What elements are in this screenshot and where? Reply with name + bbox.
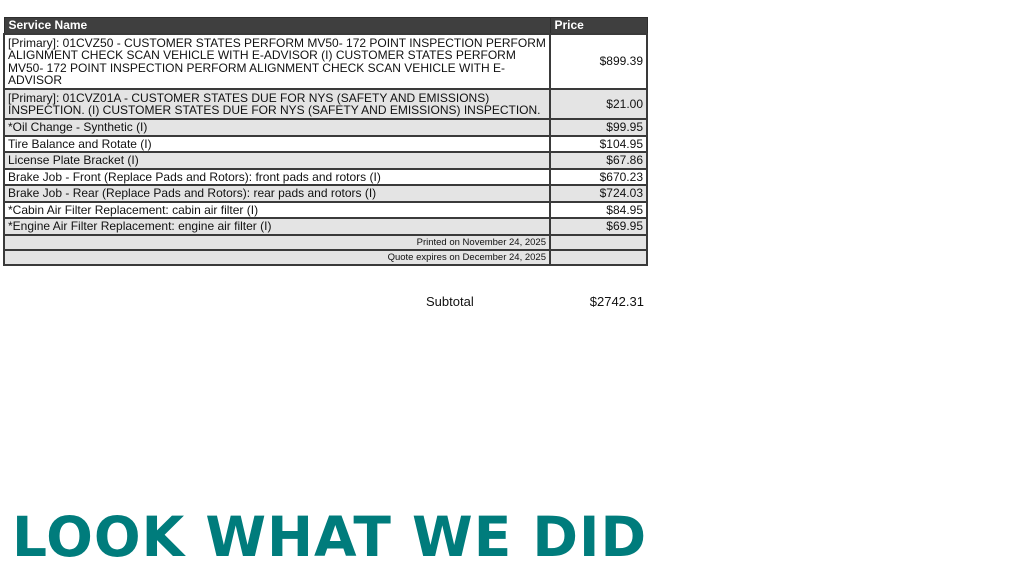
quote-expires-text: Quote expires on December 24, 2025 — [4, 250, 550, 265]
table-row — [4, 34, 647, 89]
service-name-cell: Brake Job - Front (Replace Pads and Rotors): front pads and rotors (I) — [4, 169, 550, 186]
service-name-cell: *Engine Air Filter Replacement: engine air filter (I) — [4, 218, 550, 235]
service-quote-table — [3, 17, 648, 266]
subtotal-value: $2742.31 — [589, 294, 644, 309]
service-name-cell: Tire Balance and Rotate (I) — [4, 136, 550, 153]
service-name-cell: Brake Job - Rear (Replace Pads and Rotors): rear pads and rotors (I) — [4, 185, 550, 202]
subtotal-label: Subtotal — [426, 294, 474, 309]
table-row — [4, 119, 647, 136]
service-name-cell: [Primary]: 01CVZ50 - CUSTOMER STATES PERFORM MV50- 172 POINT INSPECTION PERFORM ALIGNMENT CHECK SCAN VEHICLE WITH E-ADVISOR (I) CUSTOMER STATES PERFORM MV50- 172 POINT INSPECTION PERFORM ALIGNMENT CHECK SCAN VEHICLE WITH E-ADVISOR — [4, 34, 550, 89]
column-header-price: Price — [550, 18, 647, 35]
price-cell: $69.95 — [550, 218, 647, 235]
printed-on-empty-cell — [550, 235, 647, 250]
price-cell: $724.03 — [550, 185, 647, 202]
price-cell: $21.00 — [550, 89, 647, 119]
service-name-cell: License Plate Bracket (I) — [4, 152, 550, 169]
price-cell: $899.39 — [550, 34, 647, 89]
column-header-service-name: Service Name — [4, 18, 550, 35]
service-name-cell: [Primary]: 01CVZ01A - CUSTOMER STATES DUE FOR NYS (SAFETY AND EMISSIONS) INSPECTION. (I) CUSTOMER STATES DUE FOR NYS (SAFETY AND EMISSIONS) INSPECTION. — [4, 89, 550, 119]
table-row — [4, 218, 647, 235]
quote-expires-row — [4, 250, 647, 265]
table-row — [4, 169, 647, 186]
quote-expires-empty-cell — [550, 250, 647, 265]
price-cell: $84.95 — [550, 202, 647, 219]
table-row — [4, 89, 647, 119]
table-row — [4, 152, 647, 169]
price-cell: $104.95 — [550, 136, 647, 153]
printed-on-text: Printed on November 24, 2025 — [4, 235, 550, 250]
table-row — [4, 202, 647, 219]
table-row — [4, 185, 647, 202]
price-cell: $67.86 — [550, 152, 647, 169]
service-name-cell: *Cabin Air Filter Replacement: cabin air filter (I) — [4, 202, 550, 219]
service-name-cell: *Oil Change - Synthetic (I) — [4, 119, 550, 136]
look-what-we-did-banner: LOOK WHAT WE DID — [12, 505, 648, 569]
printed-on-row — [4, 235, 647, 250]
price-cell: $670.23 — [550, 169, 647, 186]
table-header-row — [4, 18, 647, 35]
price-cell: $99.95 — [550, 119, 647, 136]
table-row — [4, 136, 647, 153]
